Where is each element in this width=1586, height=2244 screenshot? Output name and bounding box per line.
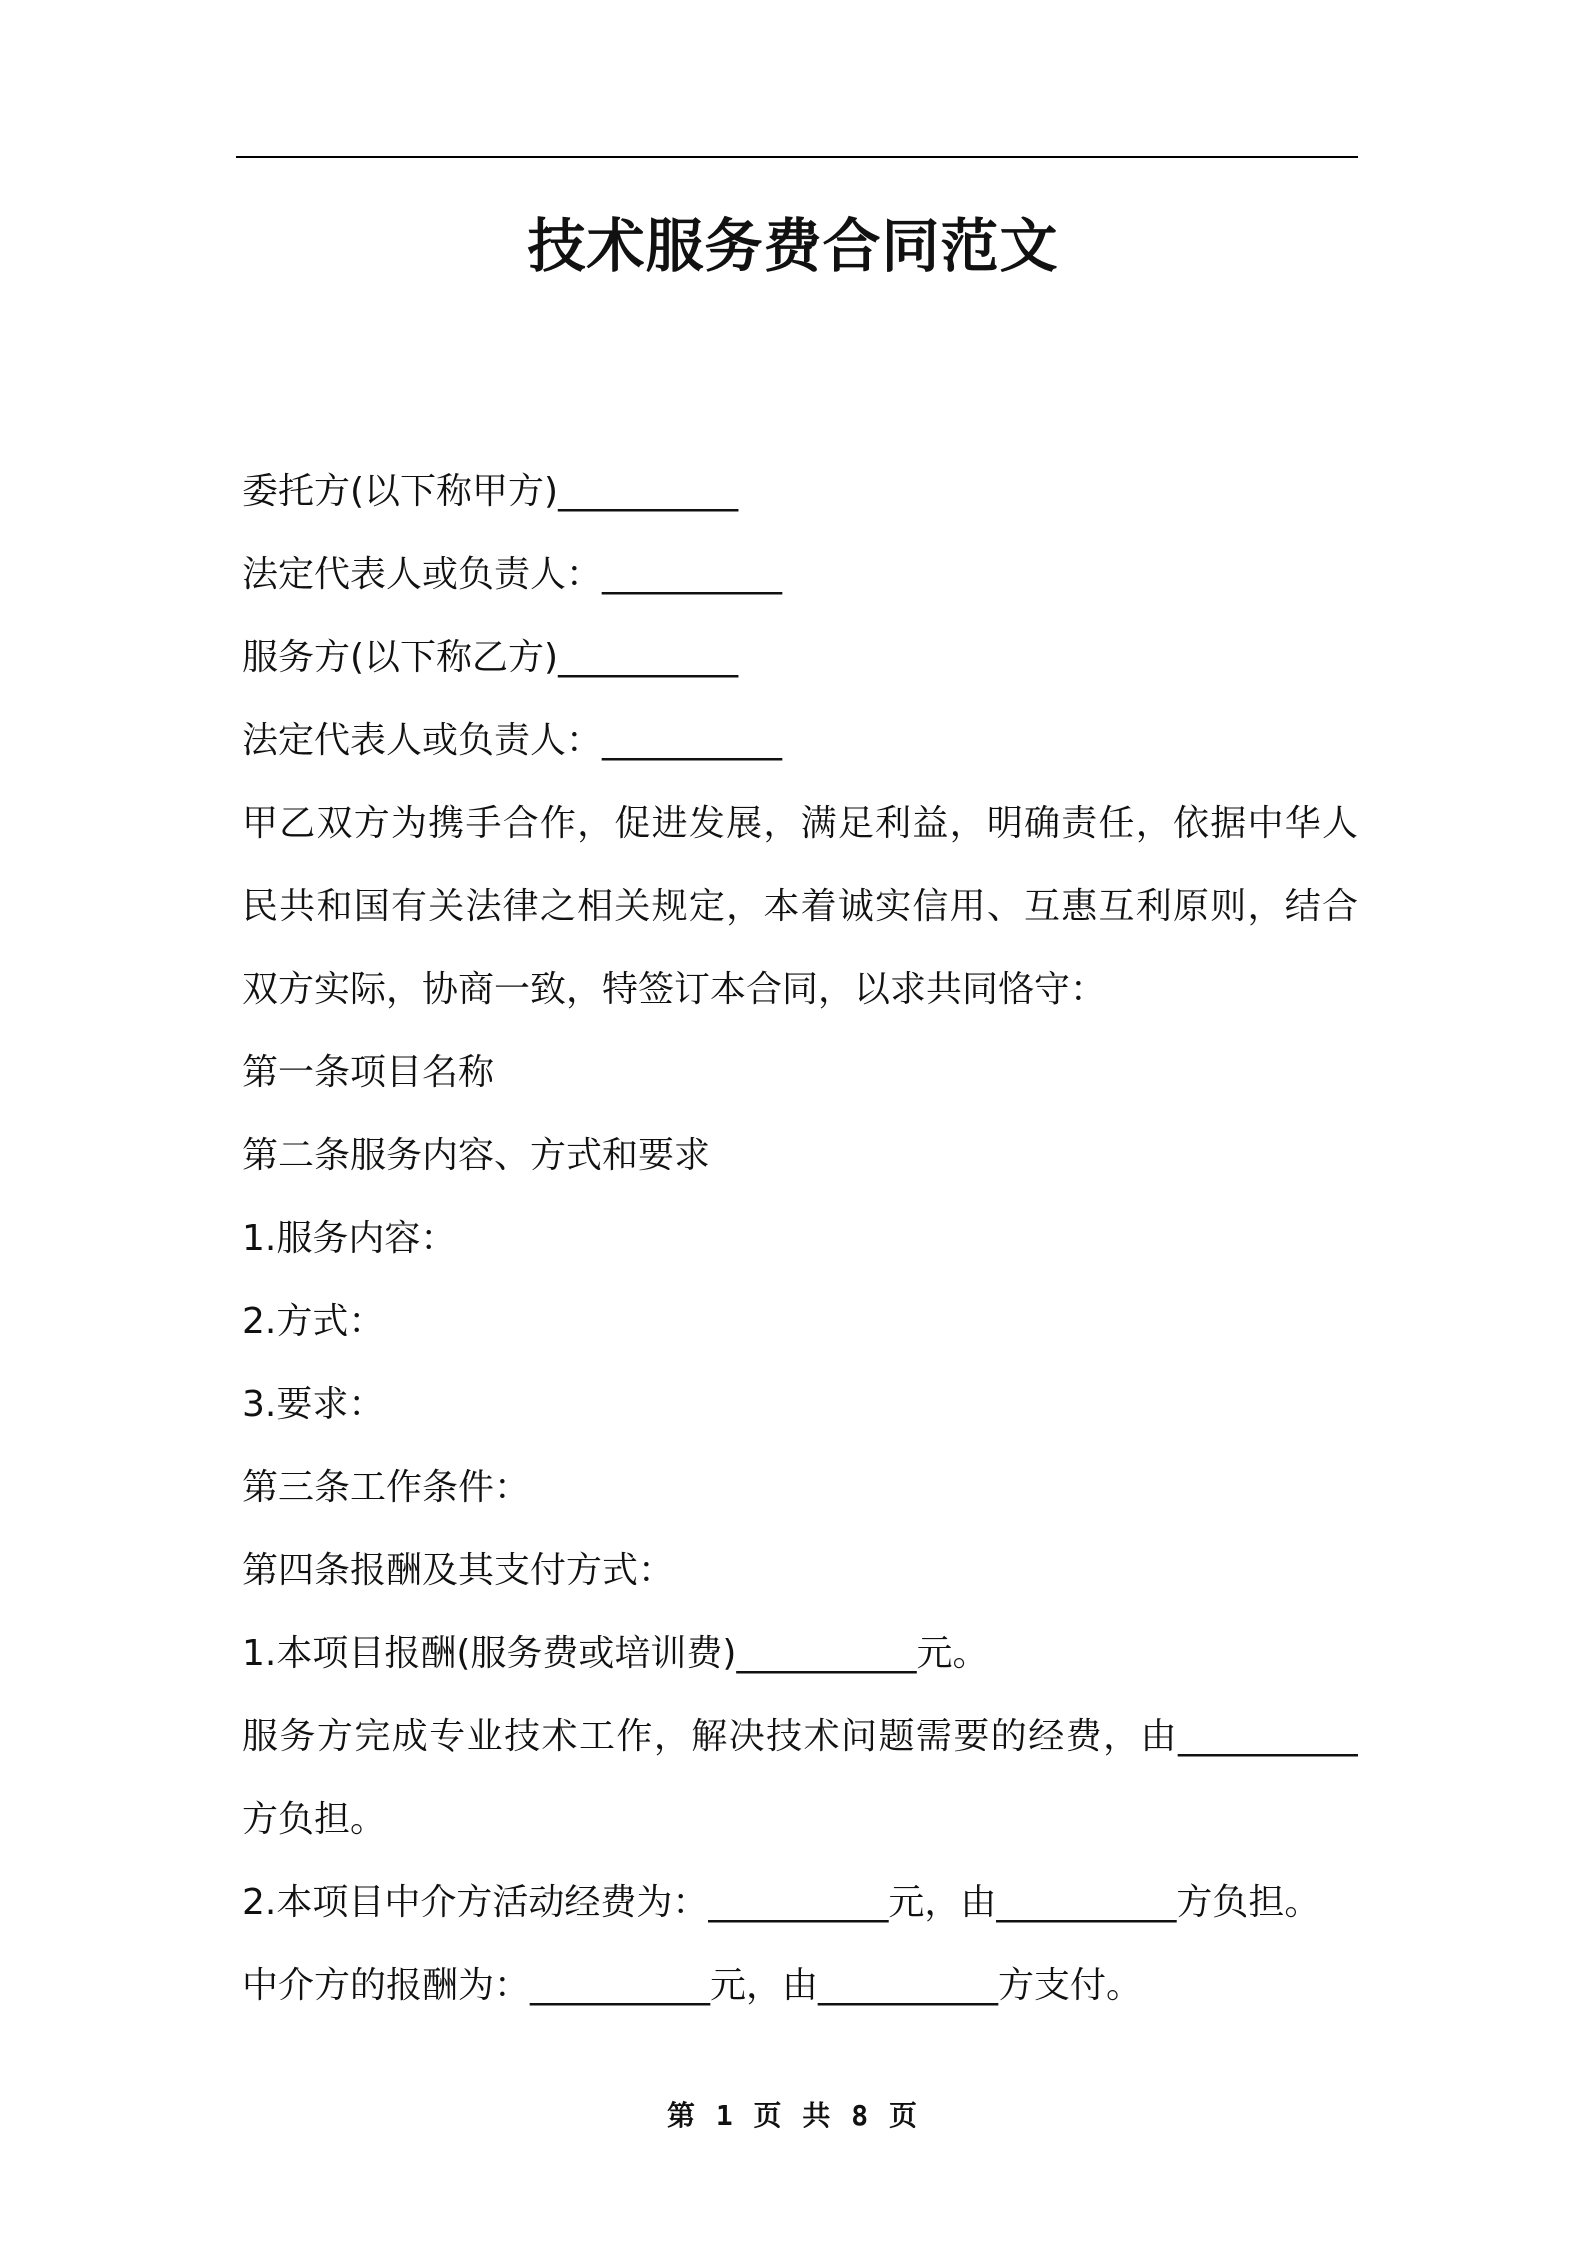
- party-a-line: 委托方(以下称甲方)__________: [242, 471, 739, 512]
- payment-item-1: 1.本项目报酬(服务费或培训费)__________元。: [242, 1633, 989, 1674]
- article-2-heading: 第二条服务内容、方式和要求: [242, 1135, 711, 1176]
- preamble-line-1: 甲乙双方为携手合作，促进发展，满足利益，明确责任，依据中华人: [242, 803, 1358, 844]
- payment-item-2: 2.本项目中介方活动经费为：__________元，由__________方负担。: [242, 1882, 1321, 1923]
- technical-expense-continuation: 方负担。: [242, 1799, 387, 1840]
- article-3-heading: 第三条工作条件：: [242, 1467, 531, 1508]
- intermediary-fee-line: 中介方的报酬为：__________元，由__________方支付。: [242, 1965, 1143, 2006]
- article-1-heading: 第一条项目名称: [242, 1052, 495, 1093]
- article-4-heading: 第四条报酬及其支付方式：: [242, 1550, 675, 1591]
- technical-expense-line: 服务方完成专业技术工作，解决技术问题需要的经费，由__________: [242, 1716, 1358, 1757]
- document-body: [242, 450, 1358, 2027]
- preamble-line-2: 民共和国有关法律之相关规定，本着诚实信用、互惠互利原则，结合: [242, 886, 1358, 927]
- header-rule: [236, 156, 1358, 158]
- party-a-representative-line: 法定代表人或负责人：__________: [242, 554, 783, 595]
- page-number-footer: 第 1 页 共 8 页: [666, 2099, 919, 2132]
- party-b-representative-line: 法定代表人或负责人：__________: [242, 720, 783, 761]
- document-title: 技术服务费合同范文: [527, 212, 1059, 280]
- service-content-item: 1.服务内容：: [242, 1218, 457, 1259]
- preamble-line-3: 双方实际，协商一致，特签订本合同，以求共同恪守：: [242, 969, 1107, 1010]
- party-b-line: 服务方(以下称乙方)__________: [242, 637, 739, 678]
- service-requirement-item: 3.要求：: [242, 1384, 385, 1425]
- service-method-item: 2.方式：: [242, 1301, 385, 1342]
